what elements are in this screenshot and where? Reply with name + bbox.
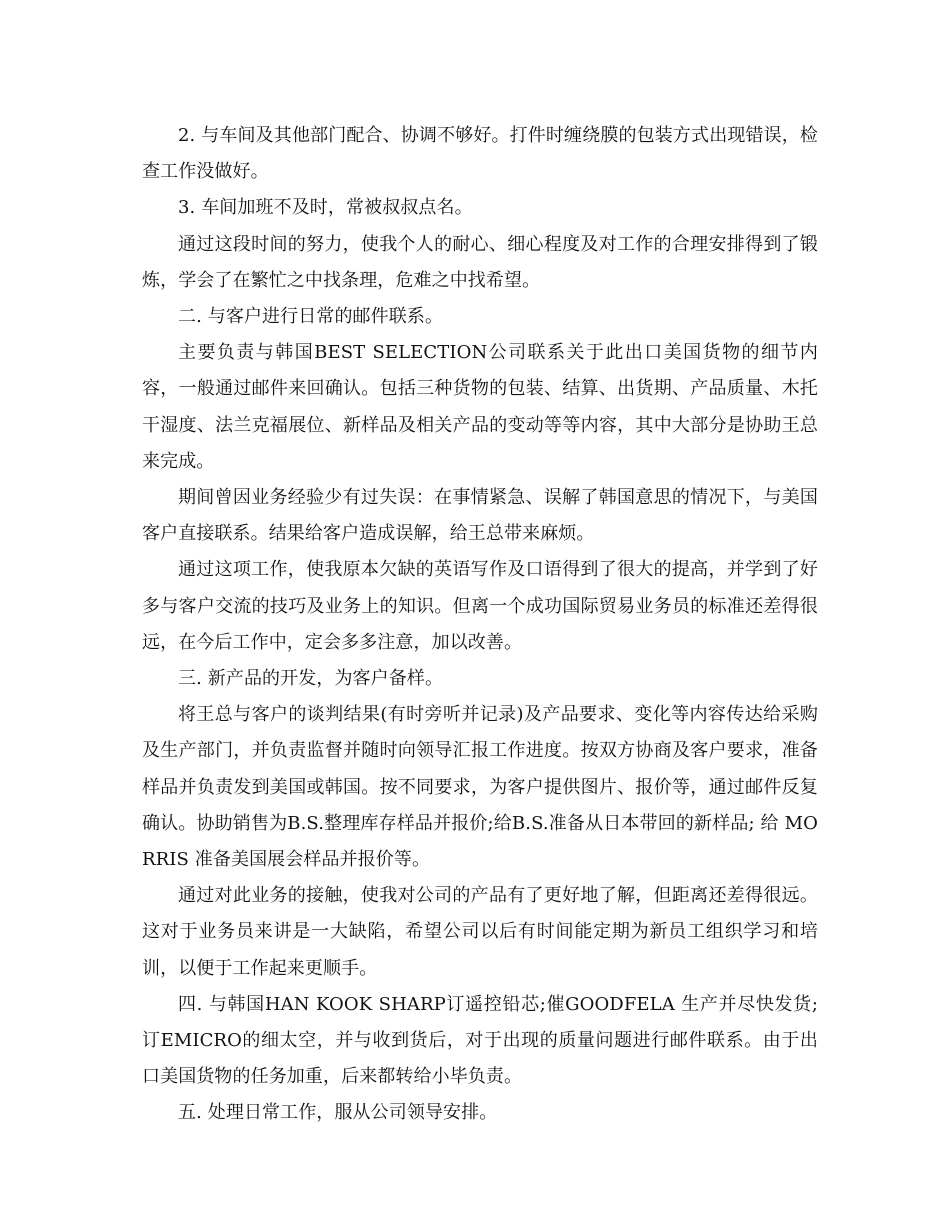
- paragraph-2: 3. 车间加班不及时，常被叔叔点名。: [178, 197, 473, 219]
- paragraph-7: 通过这项工作，使我原本欠缺的英语写作及口语得到了很大的提高，并学到了好多与客户交流的技巧及业务上的知识。但离一个成功国际贸易业务员的标准还差得很远，在今后工作中，定会多多注意，加以改善。: [142, 559, 818, 653]
- paragraph-9: 将王总与客户的谈判结果(有时旁听并记录)及产品要求、变化等内容传达给采购及生产部门，并负责监督并随时向领导汇报工作进度。按双方协商及客户要求，准备样品并负责发到美国或韩国。按不同要求，为客户提供图片、报价等，通过邮件反复确认。协助销售为B.S.整理库存样品并报价;给B.S.准备从日本带回的新样品; 给 MORRIS 准备美国展会样品并报价等。: [142, 704, 818, 871]
- section-heading-2: 二. 与客户进行日常的邮件联系。: [178, 306, 444, 328]
- paragraph-1: 2. 与车间及其他部门配合、协调不够好。打件时缠绕膜的包装方式出现错误，检查工作没做好。: [142, 125, 818, 183]
- paragraph-5: 主要负责与韩国BEST SELECTION公司联系关于此出口美国货物的细节内容，一般通过邮件来回确认。包括三种货物的包装、结算、出货期、产品质量、木托干湿度、法兰克福展位、新样品及相关产品的变动等等内容，其中大部分是协助王总来完成。: [142, 342, 818, 472]
- section-heading-5: 五. 处理日常工作，服从公司领导安排。: [178, 1102, 498, 1124]
- document-body: [142, 118, 818, 1132]
- paragraph-6: 期间曾因业务经验少有过失误：在事情紧急、误解了韩国意思的情况下，与美国客户直接联系。结果给客户造成误解，给王总带来麻烦。: [142, 487, 818, 545]
- paragraph-3: 通过这段时间的努力，使我个人的耐心、细心程度及对工作的合理安排得到了锻炼，学会了在繁忙之中找条理，危难之中找希望。: [142, 233, 818, 291]
- section-heading-4: 四. 与韩国HAN KOOK SHARP订遥控铅芯;催GOODFELA 生产并尽快发货;订EMICRO的细太空，并与收到货后，对于出现的质量问题进行邮件联系。由于出口美国货物的任务加重，后来都转给小毕负责。: [142, 993, 818, 1088]
- paragraph-10: 通过对此业务的接触，使我对公司的产品有了更好地了解，但距离还差得很远。这对于业务员来讲是一大缺陷，希望公司以后有时间能定期为新员工组织学习和培训，以便于工作起来更顺手。: [142, 885, 818, 979]
- section-heading-3: 三. 新产品的开发，为客户备样。: [178, 668, 444, 690]
